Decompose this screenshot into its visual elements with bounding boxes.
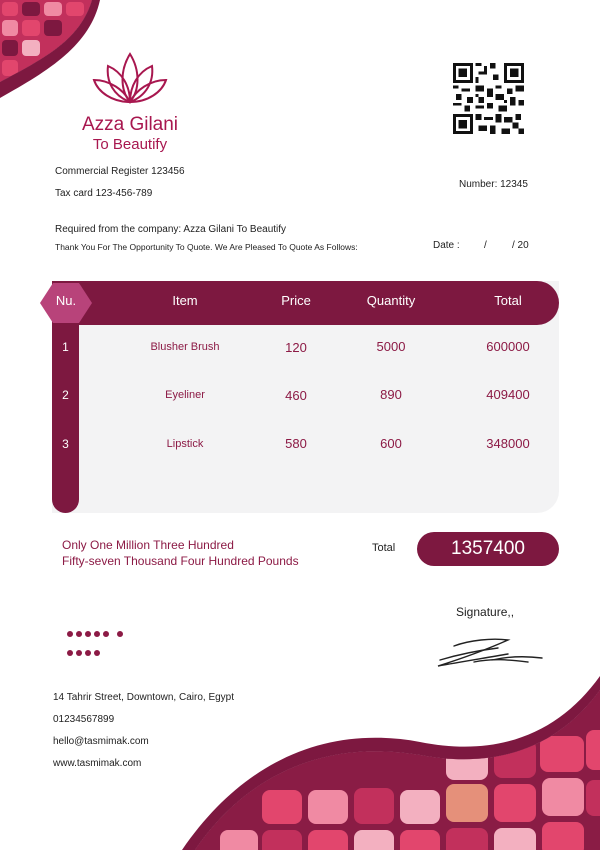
header-price: Price (281, 293, 311, 308)
amount-in-words (62, 537, 299, 569)
dot (94, 631, 100, 637)
row-price: 120 (285, 340, 307, 355)
signature-scribble (430, 632, 545, 672)
row-number: 3 (62, 437, 69, 451)
total-value: 1357400 (417, 532, 559, 566)
dots-decoration (67, 627, 129, 665)
amount-words-line2: Fifty-seven Thousand Four Hundred Pounds (62, 554, 299, 568)
lotus-icon (70, 50, 190, 104)
date-year: / 20 (512, 240, 529, 251)
row-price: 580 (285, 436, 307, 451)
header-item: Item (172, 293, 198, 308)
row-item: Lipstick (166, 438, 204, 450)
date-separator: / (484, 240, 487, 251)
row-item: Eyeliner (165, 389, 205, 401)
row-item: Blusher Brush (150, 341, 220, 353)
row-total: 348000 (486, 436, 530, 451)
required-from: Required from the company: Azza Gilani To Beautify (55, 224, 287, 235)
company-logo (70, 50, 190, 154)
total-label: Total (372, 542, 396, 554)
dot (67, 631, 73, 637)
row-quantity: 890 (380, 387, 402, 402)
amount-words-line1: Only One Million Three Hundred (62, 538, 234, 552)
row-total: 409400 (486, 387, 530, 402)
contact-address: 14 Tahrir Street, Downtown, Cairo, Egypt (53, 692, 235, 703)
row-quantity: 600 (380, 436, 402, 451)
dot (85, 631, 91, 637)
dot (85, 650, 91, 656)
row-quantity: 5000 (376, 339, 406, 354)
row-number: 1 (62, 340, 69, 354)
dot (94, 650, 100, 656)
intro-text: Thank You For The Opportunity To Quote. We Are Pleased To Quote As Follows: (55, 242, 358, 252)
header-total: Total (494, 293, 522, 308)
contact-email[interactable]: hello@tasmimak.com (53, 736, 149, 747)
commercial-register: Commercial Register 123456 (55, 166, 185, 177)
header-quantity: Quantity (366, 293, 416, 308)
company-name: Azza Gilani (81, 114, 179, 135)
signature-label: Signature,, (456, 605, 515, 619)
header-no: Nu. (55, 293, 77, 308)
contact-website[interactable]: www.tasmimak.com (53, 758, 142, 769)
date-label: Date : (433, 240, 460, 251)
company-tagline: To Beautify (92, 136, 168, 153)
row-number: 2 (62, 388, 69, 402)
dot (103, 631, 109, 637)
dot (76, 650, 82, 656)
row-total: 600000 (486, 339, 530, 354)
tax-card: Tax card 123-456-789 (55, 188, 153, 199)
qr-code-icon (453, 63, 524, 134)
row-price: 460 (285, 388, 307, 403)
quote-number: Number: 12345 (459, 179, 528, 190)
dot (76, 631, 82, 637)
dot (67, 650, 73, 656)
contact-phone: 01234567899 (53, 714, 115, 725)
dot (117, 631, 123, 637)
